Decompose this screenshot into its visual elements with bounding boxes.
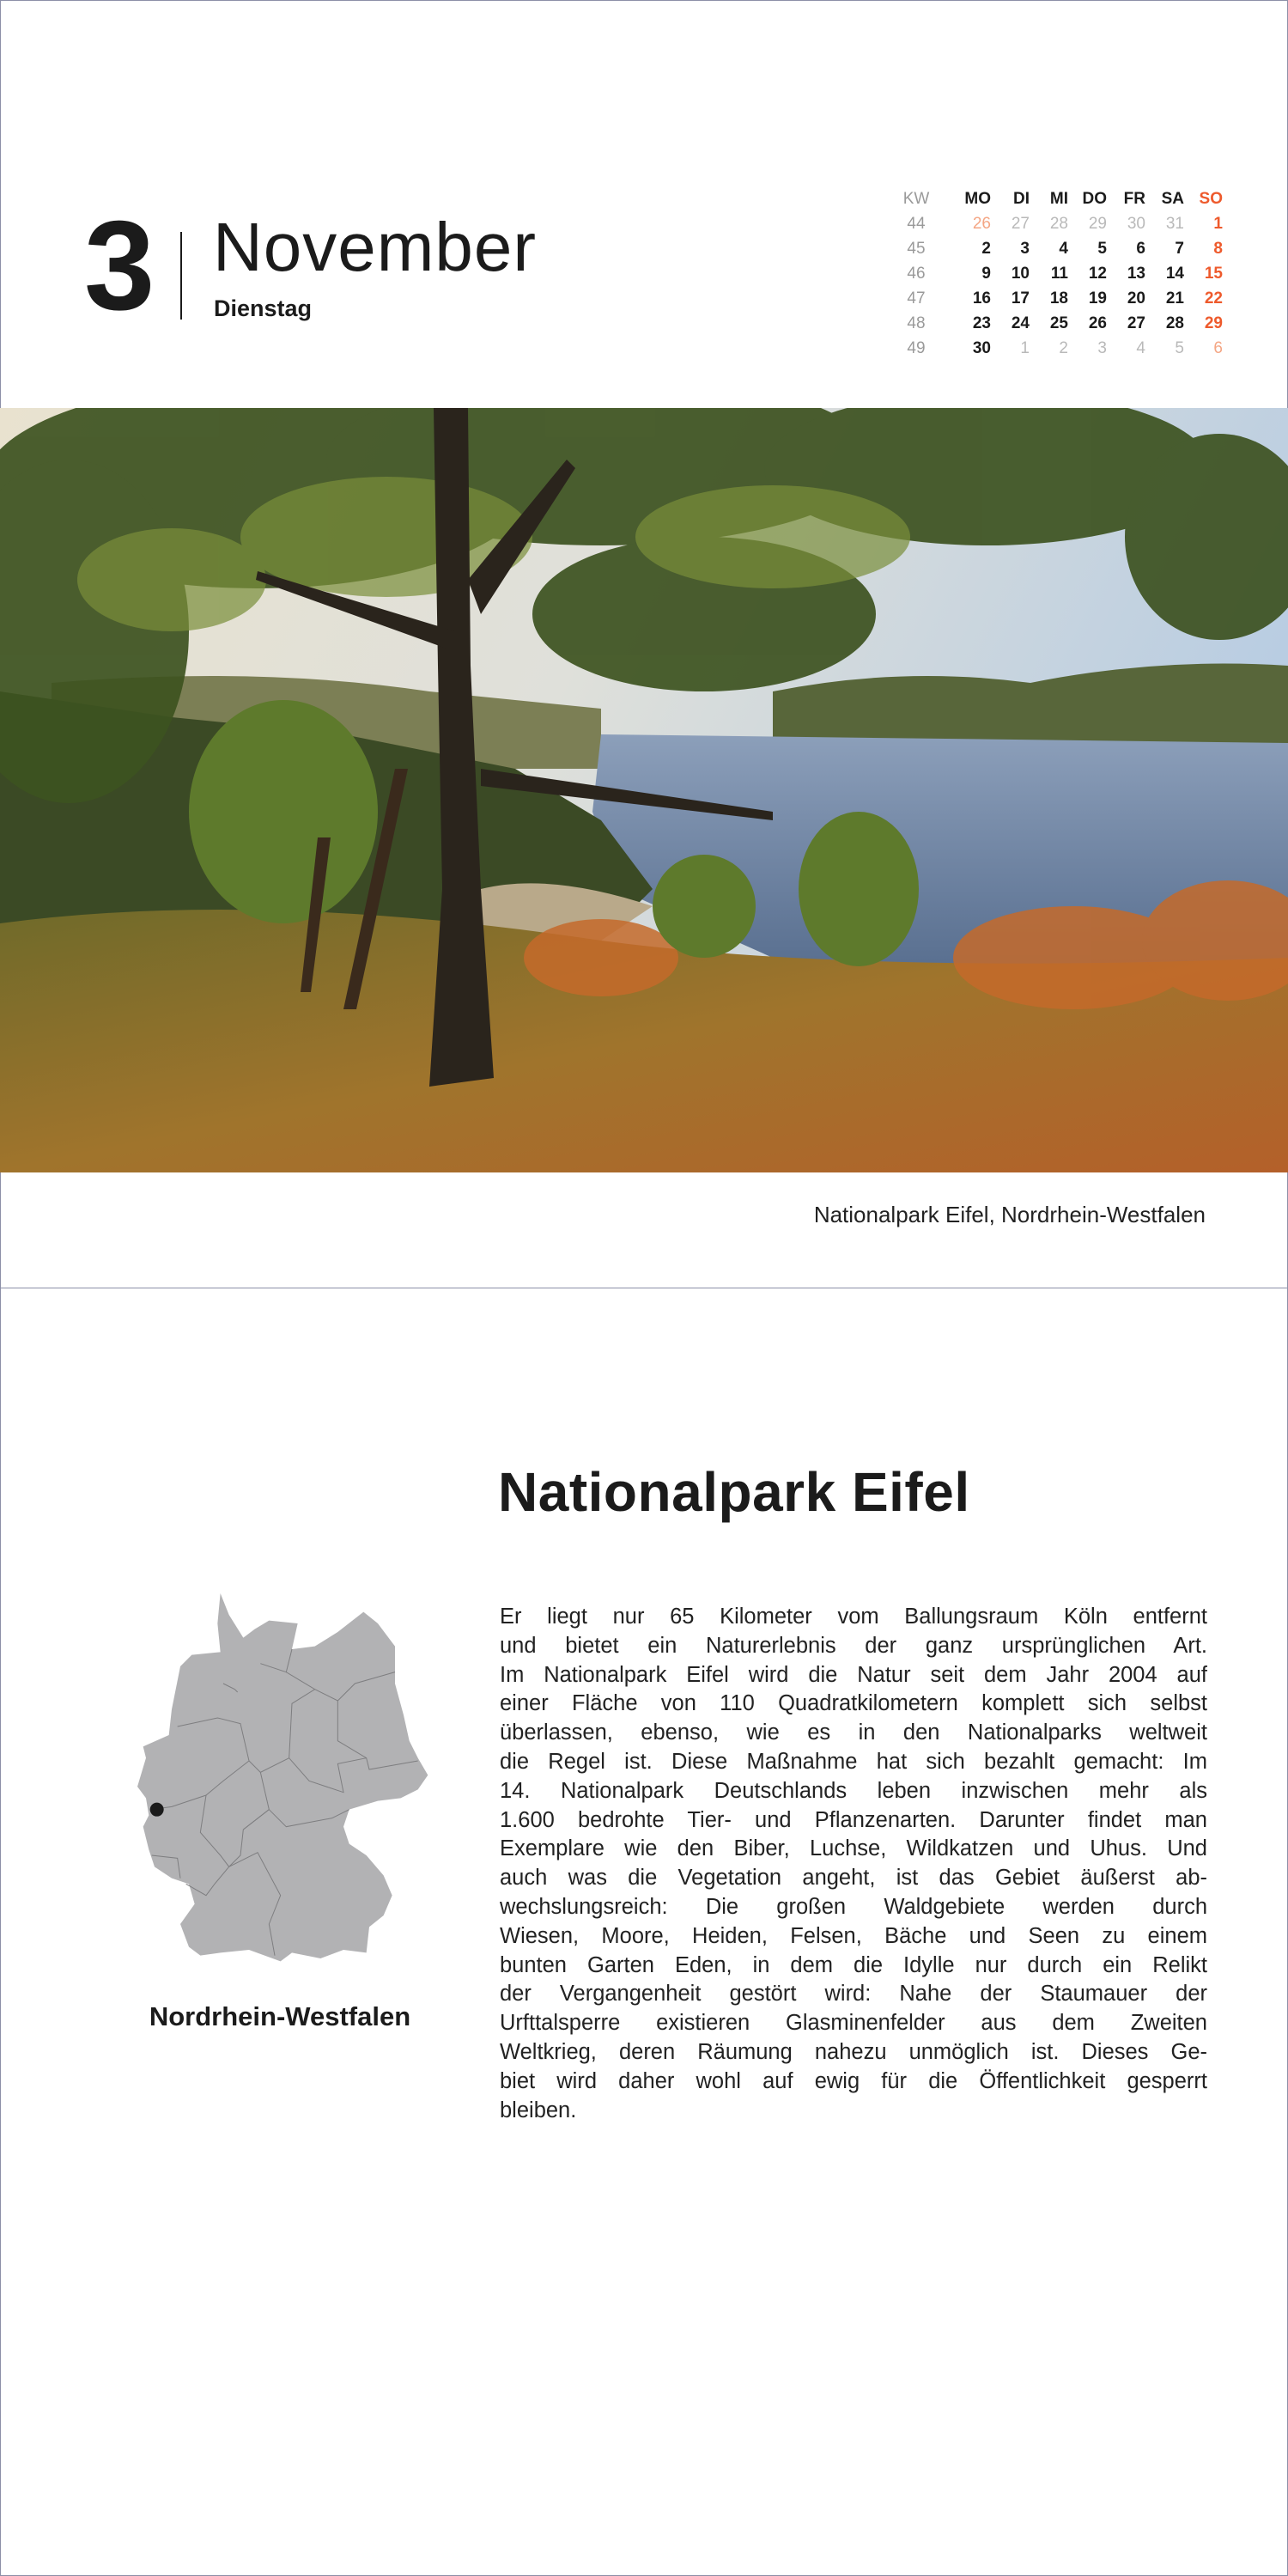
calendar-day: 4: [1059, 240, 1068, 258]
calendar-day: 25: [1049, 314, 1068, 332]
article-line: die Regel ist. Diese Maßnahme hat sich bezahlt gemacht: Im: [500, 1749, 1207, 1774]
map-region-label: Nordrhein-Westfalen: [149, 2001, 411, 2031]
calendar-day: 28: [1049, 215, 1068, 233]
calendar-day: 9: [981, 265, 991, 283]
article-line: Exemplare wie den Biber, Luchse, Wildkatzen und Uhus. Und: [500, 1836, 1207, 1861]
calendar-day: 27: [1127, 314, 1145, 332]
article-line: 1.600 bedrohte Tier- und Pflanzenarten. Darunter findet man: [500, 1807, 1207, 1832]
calendar-day: 5: [1097, 240, 1107, 258]
calendar-day: 16: [972, 289, 991, 308]
calendar-day: 17: [1011, 289, 1030, 308]
location-dot: [150, 1803, 164, 1817]
calendar-header-di: DI: [1013, 190, 1030, 208]
article-line: bunten Garten Eden, in dem die Idylle nur durch ein Relikt: [500, 1952, 1207, 1977]
article-line: biet wird daher wohl auf ewig für die Öffentlichkeit gesperrt: [500, 2068, 1207, 2093]
article-line: wechslungsreich: Die großen Waldgebiete werden durch: [500, 1894, 1207, 1919]
article-line: der Vergangenheit gestört wird: Nahe der Staumauer der: [500, 1982, 1207, 2007]
calendar-day: 5: [1175, 339, 1184, 357]
article-line: überlassen, ebenso, wie es in den Nationalparks weltweit: [500, 1720, 1207, 1745]
month-name: November: [213, 209, 538, 285]
calendar-week-number: 48: [907, 314, 926, 332]
calendar-day: 7: [1175, 240, 1184, 258]
calendar-day: 31: [1165, 215, 1184, 233]
calendar-header-mi: MI: [1049, 190, 1068, 208]
calendar-day: 2: [981, 240, 991, 258]
calendar-header-fr: FR: [1123, 190, 1145, 208]
day-number: 3: [84, 195, 152, 337]
calendar-day: 30: [972, 339, 991, 357]
calendar-week-number: 49: [907, 339, 926, 357]
calendar-day: 6: [1213, 339, 1223, 357]
calendar-day: 26: [1088, 314, 1107, 332]
calendar-day: 10: [1011, 265, 1030, 283]
calendar-header-kw: KW: [902, 190, 930, 208]
article-body: [500, 1603, 1207, 2125]
calendar-day: 23: [972, 314, 991, 332]
calendar-day: 20: [1127, 289, 1145, 308]
germany-outline: [137, 1593, 428, 1961]
calendar-day: 29: [1204, 314, 1223, 332]
article-line: Er liegt nur 65 Kilometer vom Ballungsraum Köln entfernt: [500, 1605, 1207, 1629]
article-line: bleiben.: [500, 2098, 577, 2122]
calendar-header-so: SO: [1199, 190, 1223, 208]
calendar-week-number: 46: [907, 265, 926, 283]
calendar-day: 2: [1059, 339, 1068, 357]
calendar-header-mo: MO: [964, 190, 991, 208]
photo-caption: Nationalpark Eifel, Nordrhein-Westfalen: [813, 1202, 1206, 1227]
calendar-day: 26: [972, 215, 991, 233]
landscape-photo: [0, 408, 1288, 1172]
calendar-day: 21: [1165, 289, 1184, 308]
calendar-day: 28: [1165, 314, 1184, 332]
weekday-name: Dienstag: [214, 295, 313, 321]
calendar-day: 27: [1011, 215, 1030, 233]
calendar-day: 30: [1127, 215, 1145, 233]
calendar-day: 4: [1136, 339, 1145, 357]
article-line: Im Nationalpark Eifel wird die Natur seit dem Jahr 2004 auf: [500, 1662, 1207, 1687]
article-line: auch was die Vegetation angeht, ist das Gebiet äußerst ab-: [500, 1866, 1207, 1891]
date-divider: [180, 232, 182, 320]
calendar-day: 6: [1136, 240, 1145, 258]
article-line: Weltkrieg, deren Räumung nahezu unmöglich ist. Dieses Ge-: [500, 2039, 1207, 2064]
germany-map: [120, 1580, 447, 1976]
calendar-day: 12: [1088, 265, 1107, 283]
calendar-day: 18: [1049, 289, 1068, 308]
calendar-week-number: 47: [907, 289, 926, 308]
calendar-day: 24: [1011, 314, 1030, 332]
calendar-day: 1: [1213, 215, 1223, 233]
article-title: Nationalpark Eifel: [498, 1461, 970, 1523]
calendar-day: 19: [1088, 289, 1107, 308]
calendar-day: 29: [1088, 215, 1107, 233]
calendar-week-number: 45: [907, 240, 926, 258]
calendar-week-number: 44: [907, 215, 926, 233]
article-line: 14. Nationalpark Deutschlands leben inzwischen mehr als: [500, 1778, 1207, 1803]
article-line: einer Fläche von 110 Quadratkilometern komplett sich selbst: [500, 1691, 1207, 1716]
calendar-day: 14: [1165, 265, 1184, 283]
calendar-header-do: DO: [1082, 190, 1107, 208]
calendar-day: 8: [1213, 240, 1223, 258]
calendar-header-sa: SA: [1161, 190, 1184, 208]
calendar-day: 3: [1097, 339, 1107, 357]
calendar-day: 3: [1020, 240, 1030, 258]
calendar-day: 11: [1050, 265, 1068, 283]
calendar-day: 22: [1204, 289, 1223, 308]
calendar-day: 15: [1204, 265, 1223, 283]
article-line: und bietet ein Naturerlebnis der ganz ursprünglichen Art.: [500, 1633, 1207, 1658]
calendar-day: 1: [1020, 339, 1030, 357]
article-line: Wiesen, Moore, Heiden, Felsen, Bäche und Seen zu einem: [500, 1923, 1207, 1948]
calendar-day: 13: [1127, 265, 1145, 283]
article-line: Urfttalsperre existieren Glasminenfelder aus dem Zweiten: [500, 2011, 1207, 2036]
